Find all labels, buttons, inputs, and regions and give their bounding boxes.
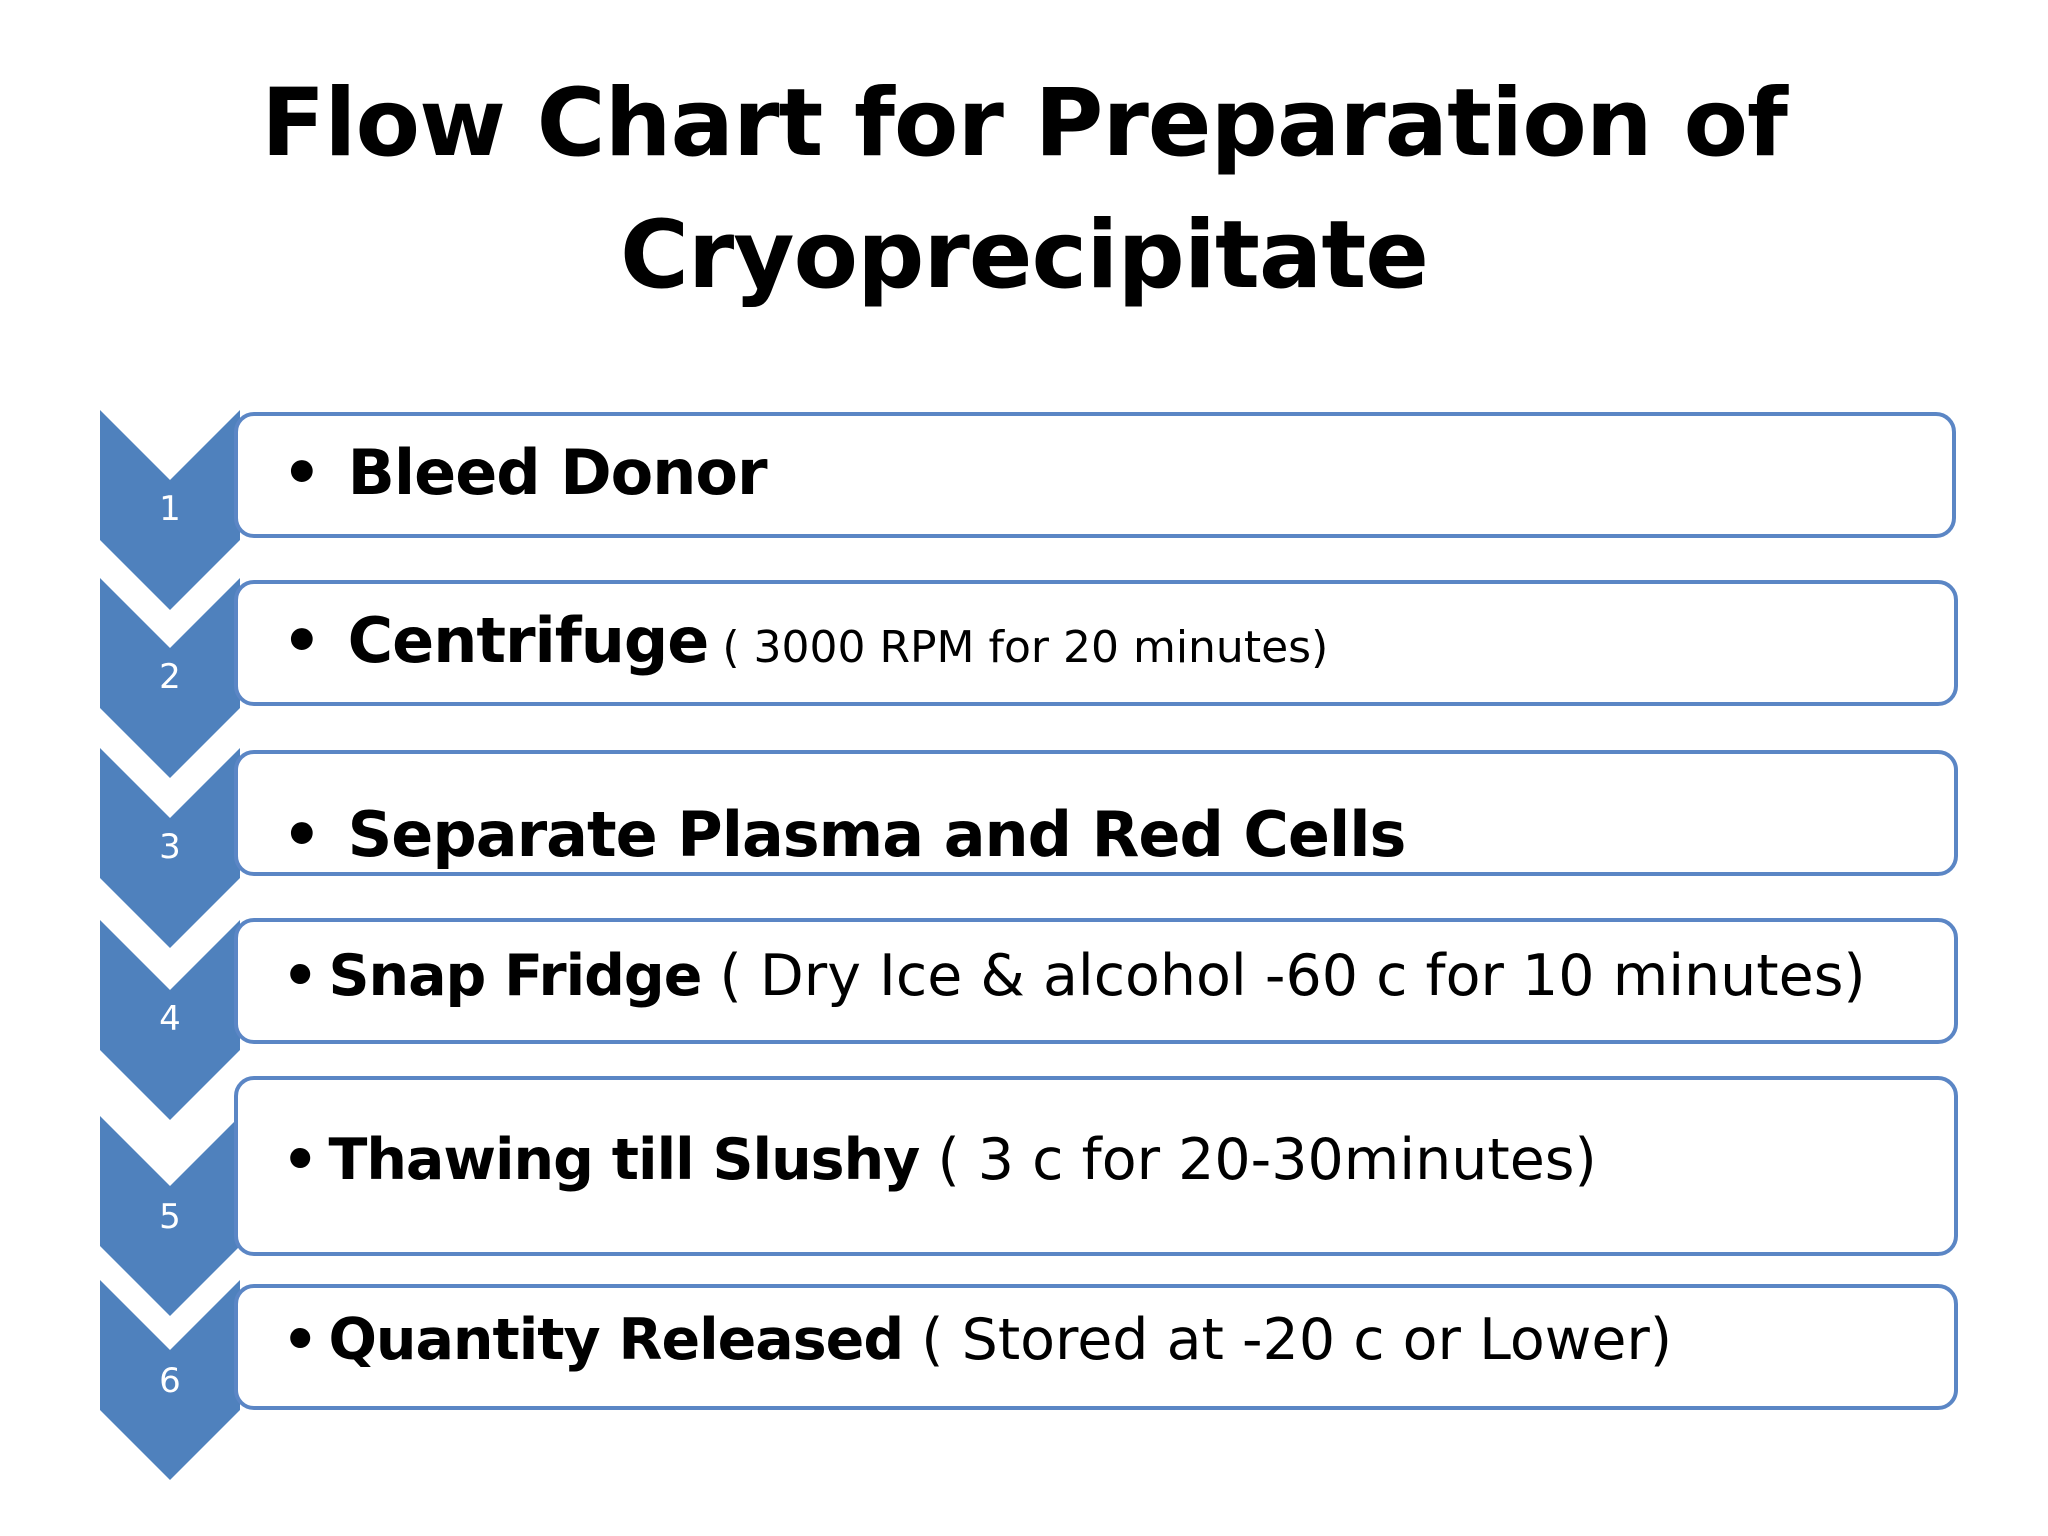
step-label: Thawing till Slushy xyxy=(328,1127,920,1193)
bullet-icon: • xyxy=(282,1127,319,1193)
step-text-1 xyxy=(282,436,767,509)
step-text-5 xyxy=(282,1127,1597,1193)
step-label: Quantity Released xyxy=(328,1307,904,1373)
step-detail: ( 3000 RPM for 20 minutes) xyxy=(708,622,1329,673)
step-label: Centrifuge xyxy=(347,604,709,677)
step-detail: ( Dry Ice & alcohol -60 c for 10 minutes) xyxy=(701,943,1866,1009)
step-number-3: 3 xyxy=(159,827,181,867)
title-line-2: Cryoprecipitate xyxy=(619,201,1429,310)
step-number-1: 1 xyxy=(159,489,181,529)
bullet-icon: • xyxy=(282,798,322,871)
step-detail: ( Stored at -20 c or Lower) xyxy=(903,1307,1673,1373)
step-label: Snap Fridge xyxy=(328,943,702,1009)
step-number-5: 5 xyxy=(159,1197,181,1237)
step-number-6: 6 xyxy=(159,1361,181,1401)
bullet-icon: • xyxy=(282,436,322,509)
step-text-2 xyxy=(282,604,1329,677)
title-line-1: Flow Chart for Preparation of xyxy=(261,69,1787,178)
bullet-icon: • xyxy=(282,604,322,677)
step-text-6 xyxy=(282,1307,1673,1373)
step-label: Separate Plasma and Red Cells xyxy=(347,798,1406,871)
step-number-2: 2 xyxy=(159,657,181,697)
bullet-icon: • xyxy=(282,1307,319,1373)
step-text-4 xyxy=(282,943,1866,1009)
step-label: Bleed Donor xyxy=(347,436,767,509)
step-text-3 xyxy=(282,798,1406,871)
step-detail: ( 3 c for 20-30minutes) xyxy=(919,1127,1597,1193)
step-number-4: 4 xyxy=(159,999,181,1039)
bullet-icon: • xyxy=(282,943,319,1009)
